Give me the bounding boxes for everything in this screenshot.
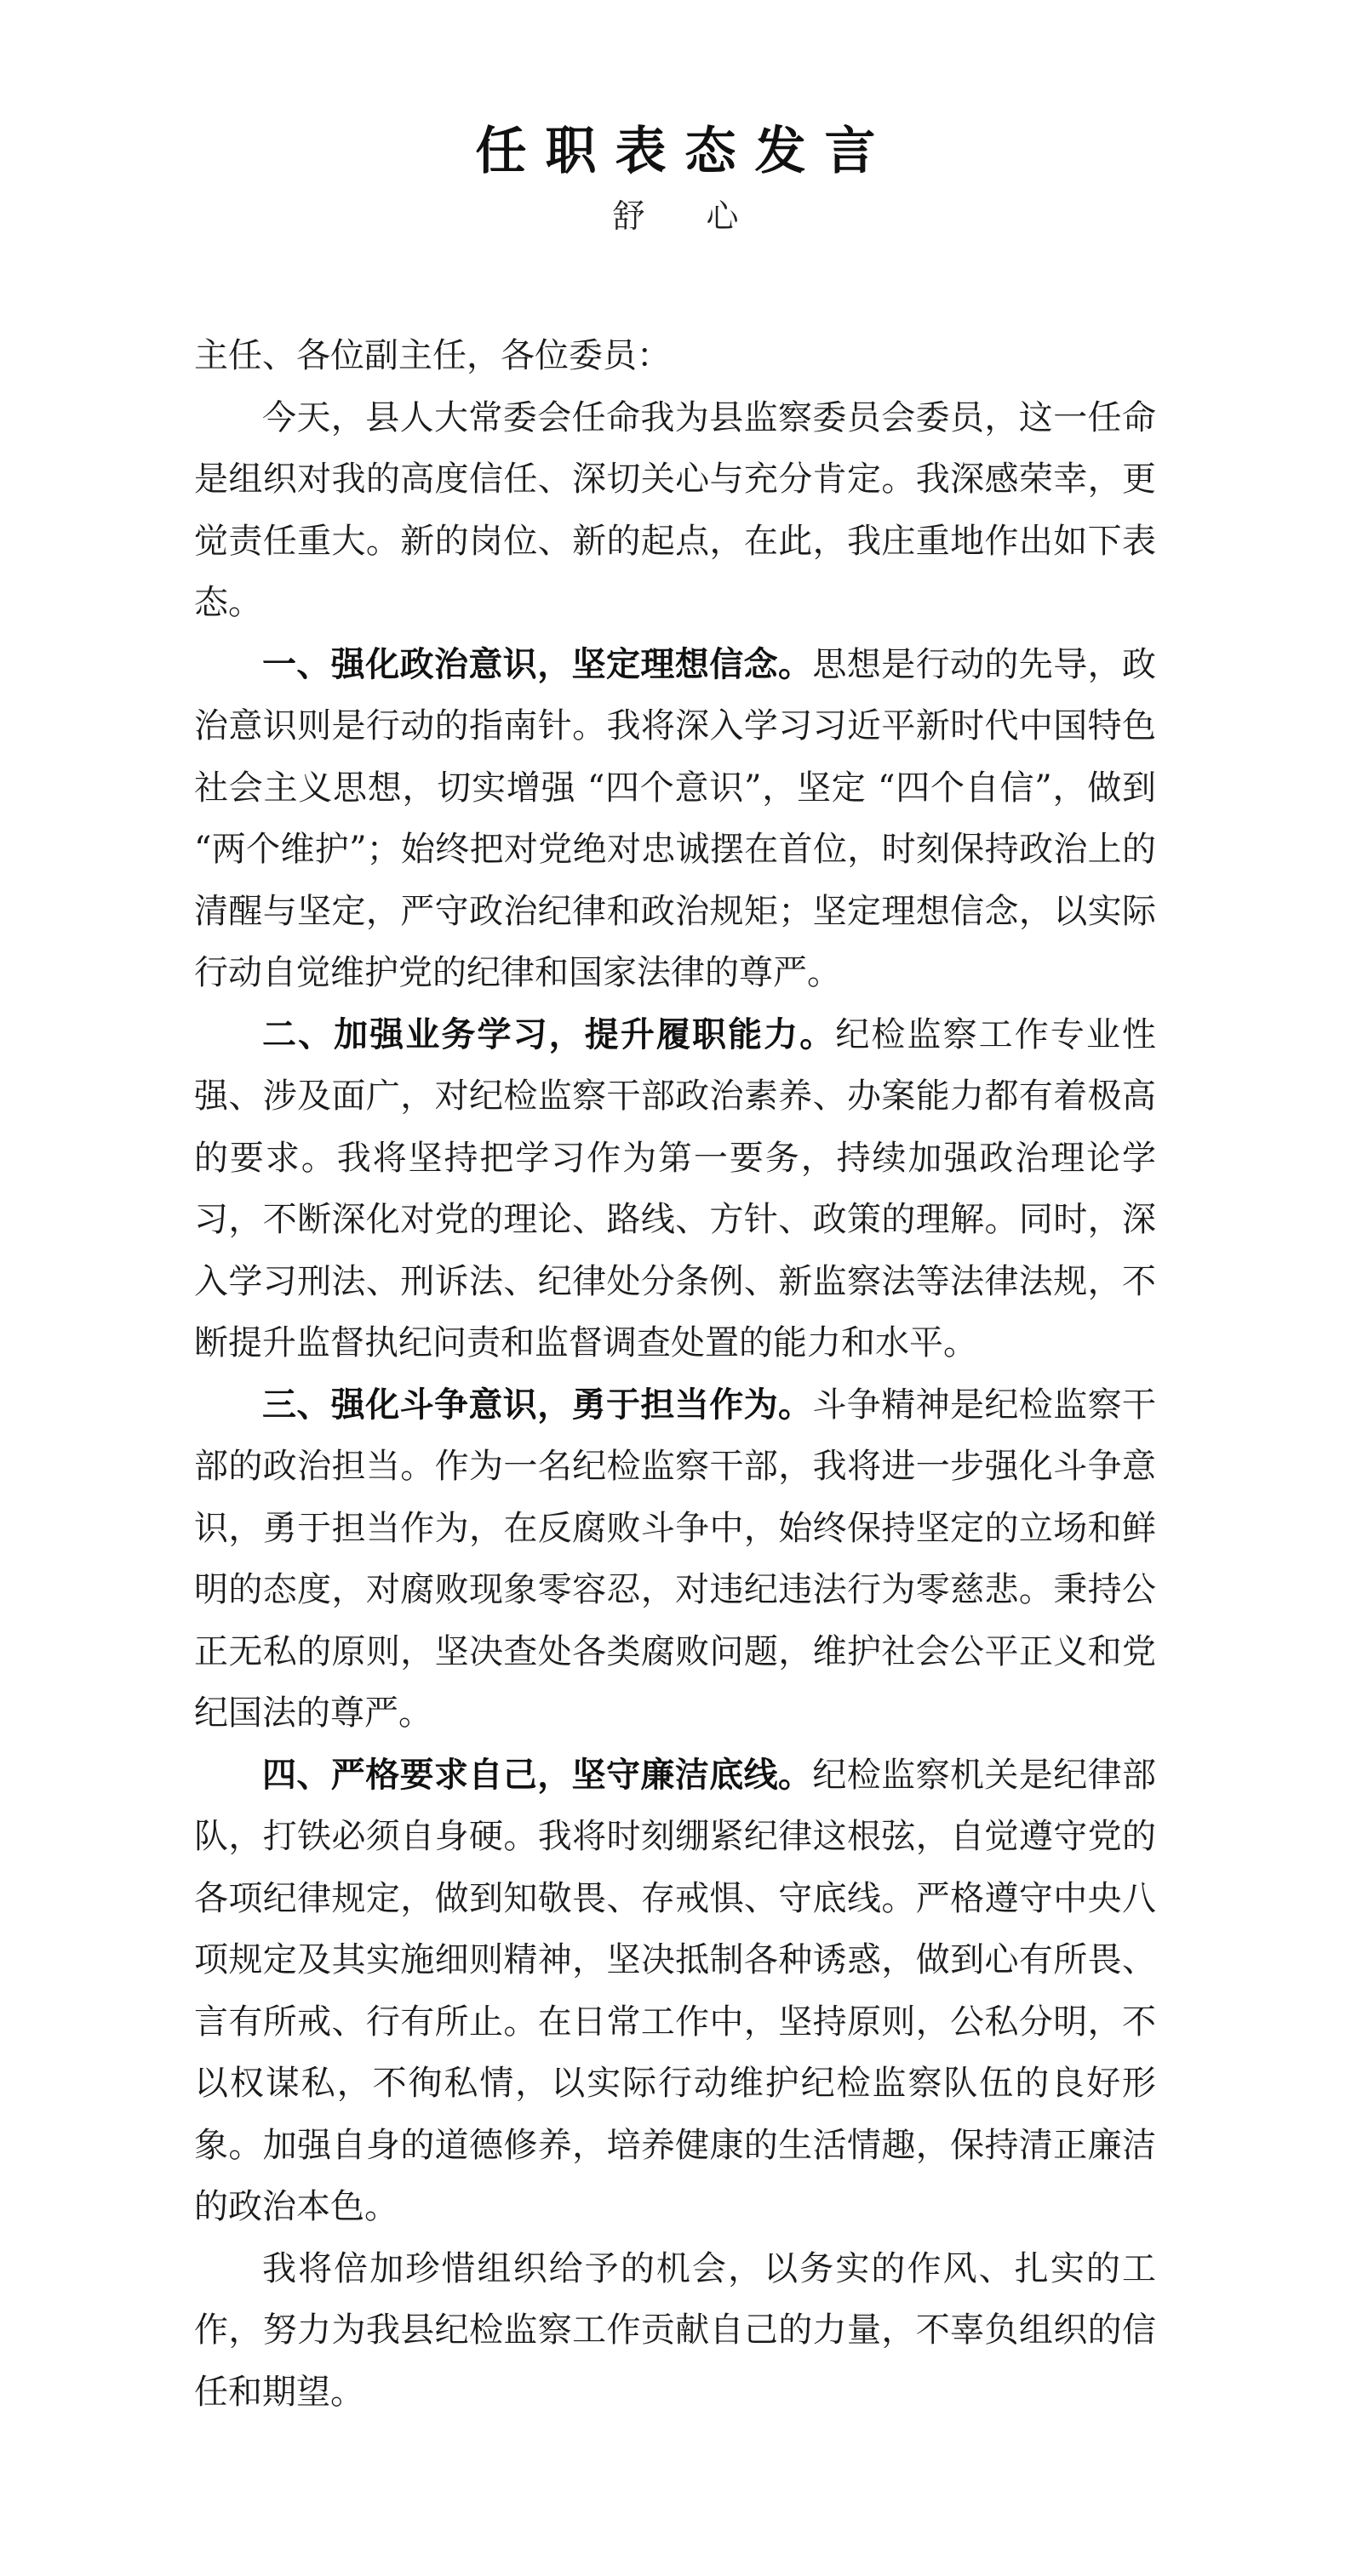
section-paragraph-1: [194, 634, 1156, 1004]
section-text-2: 纪检监察工作专业性强、涉及面广，对纪检监察干部政治素养、办案能力都有着极高的要求。我将坚持把学习作为第一要务，持续加强政治理论学习，不断深化对党的理论、路线、方针、政策的理解。同时，深入学习刑法、刑诉法、纪律处分条例、新监察法等法律法规，不断提升监督执纪问责和监督调查处置的能力和水平。: [194, 1014, 1157, 1362]
section-heading-4: 四、严格要求自己，坚守廉洁底线。: [262, 1755, 813, 1795]
section-paragraph-3: [194, 1374, 1156, 1745]
section-heading-2: 二、加强业务学习，提升履职能力。: [262, 1014, 836, 1054]
section-heading-1: 一、强化政治意识，坚定理想信念。: [262, 644, 813, 684]
section-text-1: 思想是行动的先导，政治意识则是行动的指南针。我将深入学习习近平新时代中国特色社会主义思想，切实增强 “四个意识”，坚定 “四个自信”，做到 “两个维护”；始终把对党绝对忠诚摆在首位，时刻保持政治上的清醒与坚定，严守政治纪律和政治规矩；坚定理想信念，以实际行动自觉维护党的纪律和国家法律的尊严。: [194, 644, 1157, 992]
section-text-3: 斗争精神是纪检监察干部的政治担当。作为一名纪检监察干部，我将进一步强化斗争意识，勇于担当作为，在反腐败斗争中，始终保持坚定的立场和鲜明的态度，对腐败现象零容忍，对违纪违法行为零慈悲。秉持公正无私的原则，坚决查处各类腐败问题，维护社会公平正义和党纪国法的尊严。: [194, 1385, 1157, 1733]
salutation: 主任、各位副主任，各位委员：: [194, 336, 671, 375]
author-name: 舒 心: [612, 197, 764, 235]
speech-body: [194, 325, 1156, 2423]
closing-paragraph: 我将倍加珍惜组织给予的机会，以务实的作风、扎实的工作，努力为我县纪检监察工作贡献自己的力量，不辜负组织的信任和期望。: [194, 2248, 1156, 2412]
intro-paragraph: 今天，县人大常委会任命我为县监察委员会委员，这一任命是组织对我的高度信任、深切关心与充分肯定。我深感荣幸，更觉责任重大。新的岗位、新的起点，在此，我庄重地作出如下表态。: [194, 397, 1156, 622]
section-heading-3: 三、强化斗争意识，勇于担当作为。: [262, 1385, 813, 1425]
section-text-4: 纪检监察机关是纪律部队，打铁必须自身硬。我将时刻绷紧纪律这根弦，自觉遵守党的各项纪律规定，做到知敬畏、存戒惧、守底线。严格遵守中央八项规定及其实施细则精神，坚决抵制各种诱惑，做到心有所畏、言有所戒、行有所止。在日常工作中，坚持原则，公私分明，不以权谋私，不徇私情，以实际行动维护纪检监察队伍的良好形象。加强自身的道德修养，培养健康的生活情趣，保持清正廉洁的政治本色。: [194, 1755, 1157, 2226]
document-title: 任职表态发言: [475, 122, 895, 181]
section-paragraph-4: [194, 1745, 1156, 2238]
section-paragraph-2: [194, 1004, 1156, 1374]
